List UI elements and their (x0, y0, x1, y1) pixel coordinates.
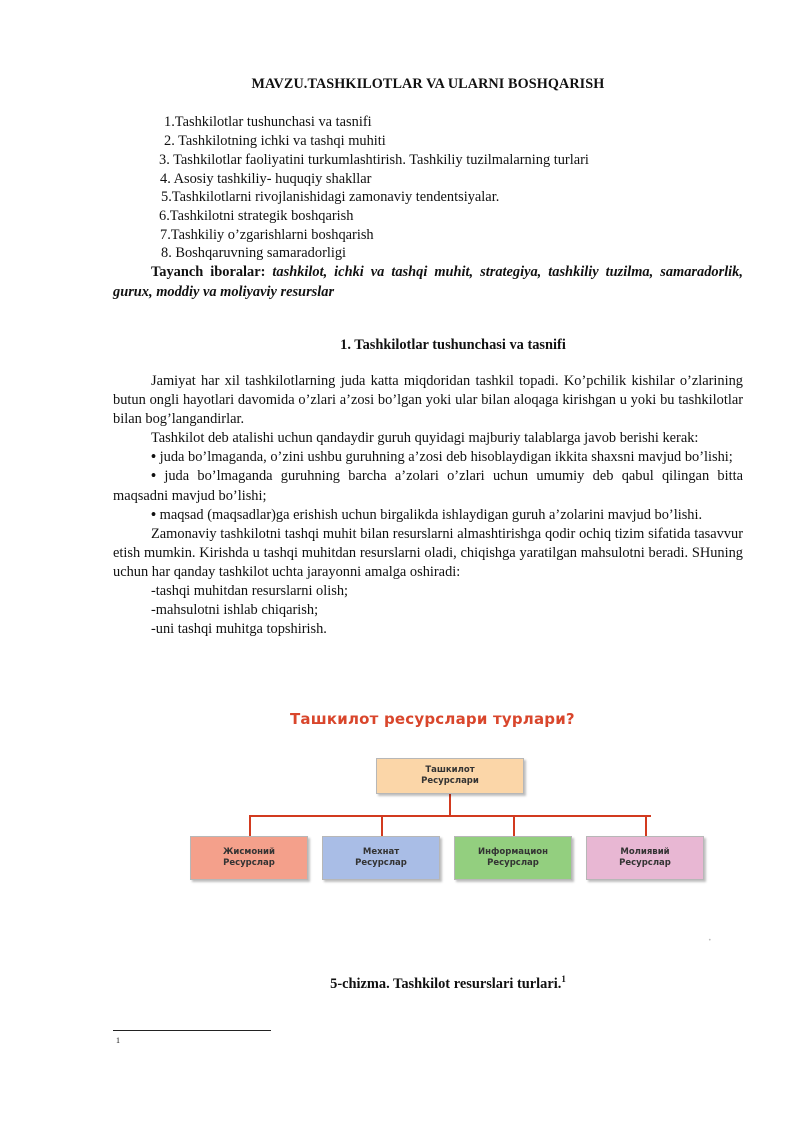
diagram-title: Ташкилот ресурслари турлари? (290, 710, 575, 728)
connector-line (645, 815, 647, 836)
paragraph: Zamonaviy tashkilotni tashqi muhit bilan resurslarni almashtirishga qodir ochiq tizim sifatida tasavvur etish mumkin. Kirishda u tashqi muhitdan resurslarni oladi, chiqishga yaratilgan mahsulotni beradi. SHuning uchun har qanday tashkilot uchta jarayonni amalga oshiradi: (113, 525, 743, 580)
keywords-label: Tayanch iboralar: (151, 264, 266, 280)
root-node (376, 758, 524, 794)
scan-dot: • (708, 937, 712, 944)
bullet-item (113, 448, 743, 467)
footnote-divider (113, 1030, 271, 1031)
connector-line (249, 815, 651, 817)
bullet-icon: • (151, 506, 157, 523)
leaf-node-label: Мехнат Ресурслар (355, 847, 407, 868)
topic-item: 4. Asosiy tashkiliy- huquqiy shakllar (160, 171, 372, 187)
connector-line (513, 815, 515, 836)
topic-item: 3. Tashkilotlar faoliyatini turkumlashtirish. Tashkiliy tuzilmalarning turlari (159, 152, 589, 168)
connector-line (449, 794, 451, 816)
bullet-icon: • (151, 468, 157, 485)
topic-item: 8. Boshqaruvning samaradorligi (161, 245, 347, 261)
footnote-number: 1 (116, 1036, 120, 1045)
bullet-text: maqsad (maqsadlar)ga erishish uchun birgalikda ishlaydigan guruh a’zolarini mavjud bo’lishi. (159, 506, 703, 523)
bullet-item (113, 506, 743, 525)
bullet-text: juda bo’lmaganda, o’zini ushbu guruhning a’zosi deb hisoblaydigan ikkita shaxsni mavjud bo’lishi; (159, 449, 733, 466)
figure-caption (113, 974, 743, 993)
topic-item: 7.Tashkiliy o’zgarishlarni boshqarish (160, 227, 374, 243)
dash-item: -tashqi muhitdan resurslarni olish; (151, 583, 349, 600)
paragraph: Jamiyat har xil tashkilotlarning juda katta miqdoridan tashkil topadi. Ko’pchilik kishilar o’zlarining butun ongli hayotlari davomida o’zlari a’zosi bo’lgan yoki ular bilan aloqaga kirishgan u yoki bu tashkilotlar bilan bog’langandirlar. (113, 373, 743, 428)
topic-item: 5.Tashkilotlarni rivojlanishidagi zamonaviy tendentsiyalar. (161, 189, 500, 205)
leaf-node-labor (322, 836, 440, 880)
leaf-node-label: Жисмоний Ресурслар (223, 847, 275, 868)
dash-item: -uni tashqi muhitga topshirish. (151, 621, 327, 638)
leaf-node-physical (190, 836, 308, 880)
leaf-node-information (454, 836, 572, 880)
body-text (113, 372, 743, 639)
bullet-item (113, 467, 743, 505)
topic-item: 6.Tashkilotni strategik boshqarish (159, 208, 354, 224)
topic-item: 2. Tashkilotning ichki va tashqi muhiti (164, 133, 386, 149)
resources-diagram (186, 706, 710, 906)
caption-text: 5-chizma. Tashkilot resurslari turlari. (330, 975, 562, 992)
root-node-label: Ташкилот Ресурслари (421, 765, 479, 786)
leaf-node-financial (586, 836, 704, 880)
bullet-text: juda bo’lmaganda guruhning barcha a’zolari o’zlari uchun umumiy deb qabul qilingan bitta maqsadni mavjud bo’lishi; (113, 468, 743, 504)
leaf-node-label: Молиявий Ресурслар (619, 847, 671, 868)
topic-item: 1.Tashkilotlar tushunchasi va tasnifi (164, 114, 372, 130)
footnote-ref[interactable]: 1 (561, 974, 566, 984)
dash-item: -mahsulotni ishlab chiqarish; (151, 602, 319, 619)
connector-line (249, 815, 251, 836)
leaf-node-label: Информацион Ресурслар (478, 847, 548, 868)
connector-line (381, 815, 383, 836)
section-heading: 1. Tashkilotlar tushunchasi va tasnifi (340, 337, 566, 353)
keywords-text: tashkilot, ichki va tashqi muhit, strategiya, tashkiliy tuzilma, samaradorlik, gurux, moddiy va moliyaviy resurslar (113, 264, 743, 300)
bullet-icon: • (151, 449, 157, 466)
keywords-paragraph (113, 262, 743, 302)
paragraph: Tashkilot deb atalishi uchun qandaydir guruh quyidagi majburiy talablarga javob berishi kerak: (151, 430, 699, 447)
page-title: MAVZU.TASHKILOTLAR VA ULARNI BOSHQARISH (251, 76, 605, 92)
